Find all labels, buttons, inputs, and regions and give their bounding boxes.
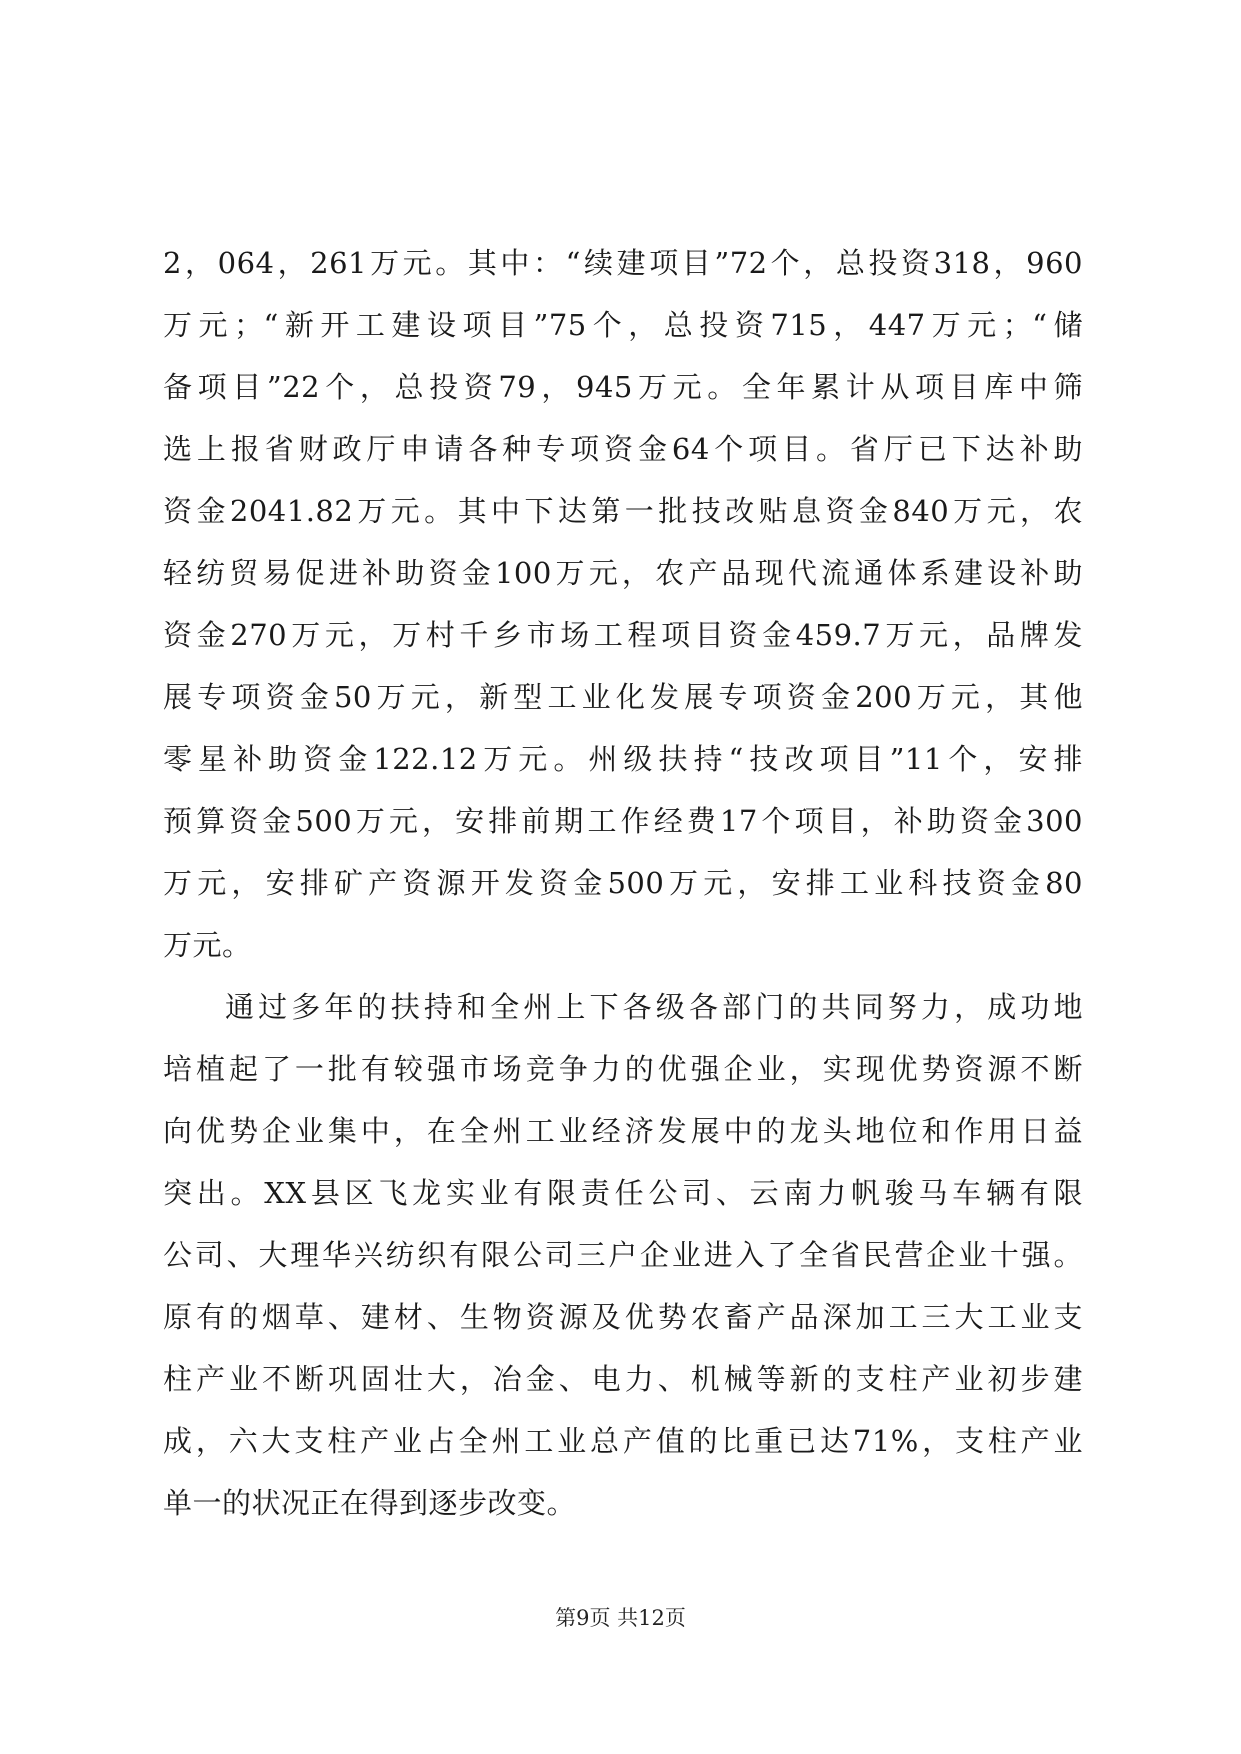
paragraph-1-line-11: 万元，安排矿产资源开发资金500万元，安排工业科技资金80 — [163, 866, 1083, 900]
paragraph-2-line-4: 突出。XX县区飞龙实业有限责任公司、云南力帆骏马车辆有限 — [163, 1176, 1083, 1210]
paragraph-1-line-1: 2，064，261万元。其中：“续建项目”72个，总投资318，960 — [163, 246, 1083, 280]
page-footer — [0, 1603, 1241, 1633]
paragraph-1-line-5: 资金2041.82万元。其中下达第一批技改贴息资金840万元，农 — [163, 494, 1083, 528]
paragraph-2-line-7: 柱产业不断巩固壮大，冶金、电力、机械等新的支柱产业初步建 — [163, 1362, 1083, 1396]
paragraph-1-line-3: 备项目”22个，总投资79，945万元。全年累计从项目库中筛 — [163, 370, 1083, 404]
paragraph-2-line-8: 成，六大支柱产业占全州工业总产值的比重已达71%，支柱产业 — [163, 1424, 1083, 1458]
paragraph-1-line-12: 万元。 — [163, 928, 252, 962]
paragraph-1-line-2: 万元；“新开工建设项目”75个，总投资715，447万元；“储 — [163, 308, 1083, 342]
total-pages: 共12页 — [617, 1606, 686, 1630]
paragraph-2-line-5: 公司、大理华兴纺织有限公司三户企业进入了全省民营企业十强。 — [163, 1238, 1083, 1272]
paragraph-1-line-10: 预算资金500万元，安排前期工作经费17个项目，补助资金300 — [163, 804, 1083, 838]
paragraph-2-line-6: 原有的烟草、建材、生物资源及优势农畜产品深加工三大工业支 — [163, 1300, 1083, 1334]
paragraph-1-line-4: 选上报省财政厅申请各种专项资金64个项目。省厅已下达补助 — [163, 432, 1083, 466]
paragraph-2-line-2: 培植起了一批有较强市场竞争力的优强企业，实现优势资源不断 — [163, 1052, 1083, 1086]
paragraph-2-line-1: 通过多年的扶持和全州上下各级各部门的共同努力，成功地 — [225, 990, 1083, 1024]
paragraph-2-line-3: 向优势企业集中，在全州工业经济发展中的龙头地位和作用日益 — [163, 1114, 1083, 1148]
paragraph-2-line-9: 单一的状况正在得到逐步改变。 — [163, 1486, 577, 1520]
paragraph-1-line-8: 展专项资金50万元，新型工业化发展专项资金200万元，其他 — [163, 680, 1083, 714]
paragraph-1-line-7: 资金270万元，万村千乡市场工程项目资金459.7万元，品牌发 — [163, 618, 1083, 652]
paragraph-1-line-6: 轻纺贸易促进补助资金100万元，农产品现代流通体系建设补助 — [163, 556, 1083, 590]
body-text — [163, 232, 1083, 1534]
paragraph-1-line-9: 零星补助资金122.12万元。州级扶持“技改项目”11个，安排 — [163, 742, 1083, 776]
page-number: 第9页 — [555, 1606, 611, 1630]
